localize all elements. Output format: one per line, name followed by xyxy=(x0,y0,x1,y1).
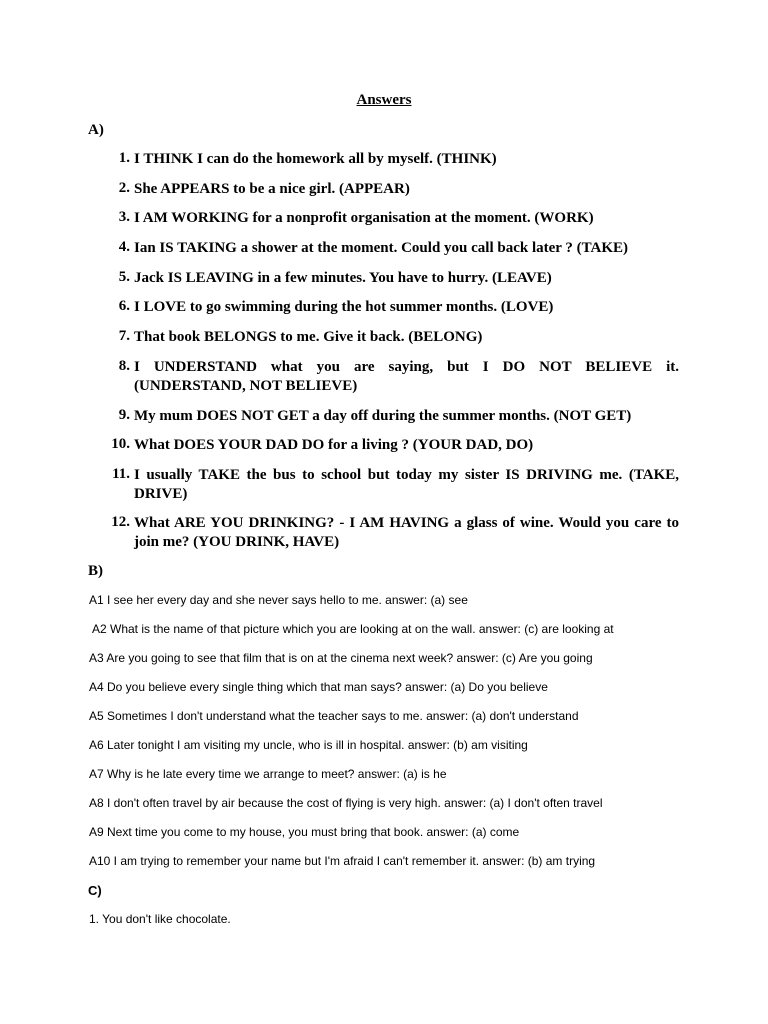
item-number: 9. xyxy=(118,407,130,423)
mc-answer-line: A2 What is the name of that picture which you are looking at on the wall. answer: (c) are looking at xyxy=(92,622,614,636)
item-number: 8. xyxy=(118,358,130,374)
item-number: 3. xyxy=(118,209,130,225)
item-text: Ian IS TAKING a shower at the moment. Could you call back later ? (TAKE) xyxy=(134,240,629,256)
mc-answer-line: A7 Why is he late every time we arrange to meet? answer: (a) is he xyxy=(89,767,447,781)
item-number: 6. xyxy=(118,298,130,314)
item-text: My mum DOES NOT GET a day off during the summer months. (NOT GET) xyxy=(134,408,632,424)
item-number: 7. xyxy=(118,328,130,344)
mc-answer-line: A6 Later tonight I am visiting my uncle, who is ill in hospital. answer: (b) am visiting xyxy=(89,738,528,752)
item-text: That book BELONGS to me. Give it back. (BELONG) xyxy=(134,329,483,345)
part-c-line: 1. You don't like chocolate. xyxy=(89,912,231,926)
item-number: 4. xyxy=(118,239,130,255)
item-text: I AM WORKING for a nonprofit organisation at the moment. (WORK) xyxy=(134,210,594,226)
item-text: I LOVE to go swimming during the hot summer months. (LOVE) xyxy=(134,299,554,315)
item-text: Jack IS LEAVING in a few minutes. You have to hurry. (LEAVE) xyxy=(134,270,552,286)
item-number: 11. xyxy=(112,466,130,482)
item-text: What DOES YOUR DAD DO for a living ? (YOUR DAD, DO) xyxy=(134,437,534,453)
mc-answer-line: A8 I don't often travel by air because the cost of flying is very high. answer: (a) I don't often travel xyxy=(89,796,603,810)
mc-answer-line: A4 Do you believe every single thing which that man says? answer: (a) Do you believe xyxy=(89,680,548,694)
item-number: 5. xyxy=(118,269,130,285)
item-text: She APPEARS to be a nice girl. (APPEAR) xyxy=(134,181,410,197)
item-text: I usually TAKE the bus to school but today my sister IS DRIVING me. (TAKE, DRIVE) xyxy=(134,467,679,502)
item-text: I UNDERSTAND what you are saying, but I DO NOT BELIEVE it. (UNDERSTAND, NOT BELIEVE) xyxy=(134,359,679,394)
item-number: 10. xyxy=(111,436,130,452)
mc-answer-line: A9 Next time you come to my house, you must bring that book. answer: (a) come xyxy=(89,825,520,839)
mc-answer-line: A10 I am trying to remember your name but I'm afraid I can't remember it. answer: (b) am trying xyxy=(89,854,596,868)
item-text: I THINK I can do the homework all by myself. (THINK) xyxy=(134,151,497,167)
item-number: 1. xyxy=(118,150,130,166)
item-number: 12. xyxy=(111,514,130,530)
section-b-heading: B) xyxy=(88,563,103,579)
section-c-heading: C) xyxy=(88,883,102,898)
item-text: What ARE YOU DRINKING? - I AM HAVING a glass of wine. Would you care to join me? (YOU DRINK, HAVE) xyxy=(134,515,679,550)
page-title: Answers xyxy=(356,92,412,108)
mc-answer-line: A3 Are you going to see that film that is on at the cinema next week? answer: (c) Are you going xyxy=(89,651,593,665)
mc-answer-line: A1 I see her every day and she never says hello to me. answer: (a) see xyxy=(89,593,468,607)
mc-answer-line: A5 Sometimes I don't understand what the teacher says to me. answer: (a) don't understand xyxy=(89,709,579,723)
section-a-heading: A) xyxy=(88,122,104,138)
item-number: 2. xyxy=(118,180,130,196)
